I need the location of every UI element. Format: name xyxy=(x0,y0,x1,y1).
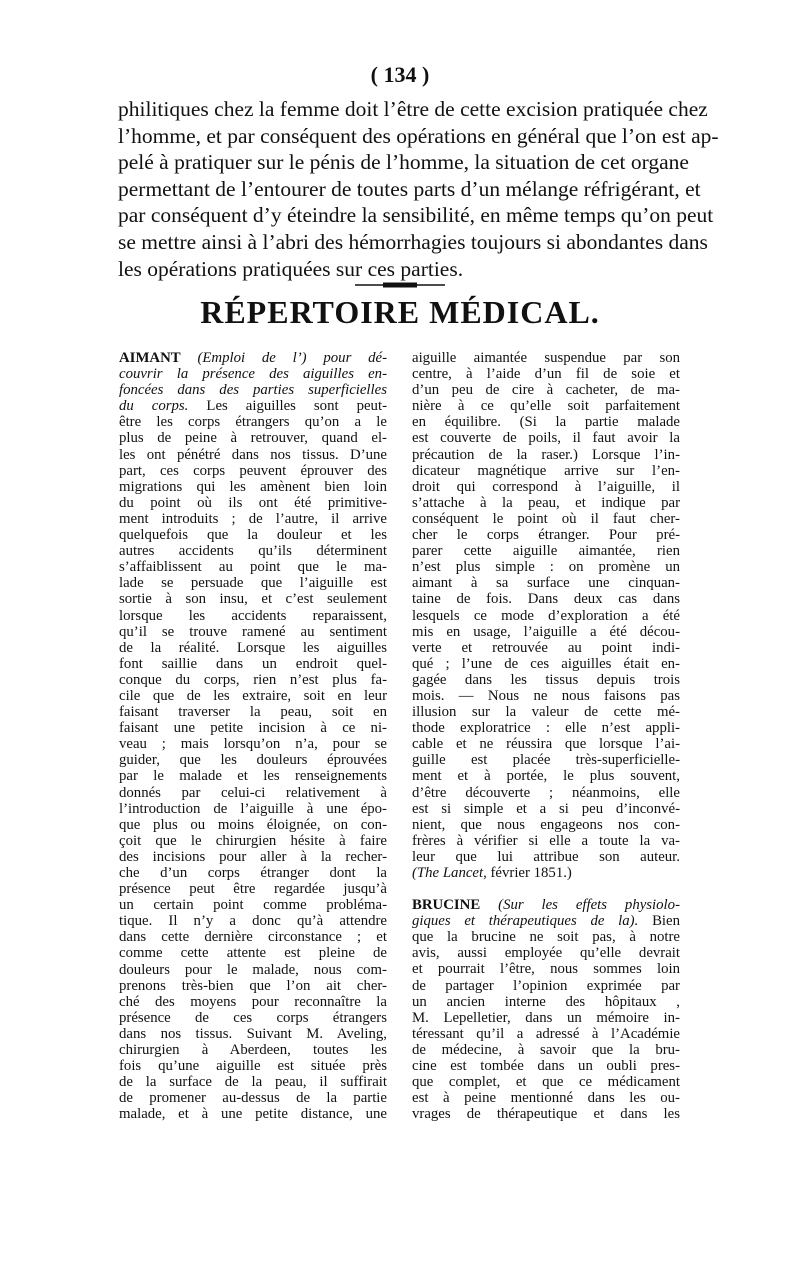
aimant-line: sortie à son insu, et c’est seulement xyxy=(119,591,387,608)
aimant-line: donnés par celui-ci relativement à xyxy=(119,784,387,801)
aimant-line: cile que de les extraire, soit en leur xyxy=(119,687,387,704)
aimant-line: dans cette dernière circonstance ; et xyxy=(119,929,387,946)
aimant-continuation-line: frères à vérifier si elle a toute la va- xyxy=(412,832,680,849)
aimant-line: présence peut être regardée jusqu’à xyxy=(119,881,387,898)
aimant-continuation-line: illusion sur la valeur de cette mé- xyxy=(412,704,680,721)
aimant-line: prenons très-bien que l’on ait cher- xyxy=(119,977,387,994)
aimant-continuation-line: aimant à sa surface une cinquan- xyxy=(412,575,680,592)
intro-line: permettant de l’entourer de toutes parts d’un mélange réfrigérant, et xyxy=(118,176,701,201)
brucine-subtitle-cont: giques et thérapeutiques de la). xyxy=(412,913,639,930)
brucine-line: un ancien interne des hôpitaux , xyxy=(412,993,680,1010)
aimant-line: de promener au-dessus de la partie xyxy=(119,1090,387,1107)
aimant-continuation-line: parer cette aiguille aimantée, rien xyxy=(412,543,680,560)
intro-line: pelé à pratiquer sur le pénis de l’homme, la situation de cet organe xyxy=(118,150,689,175)
brucine-line: que la brucine ne soit pas, à notre xyxy=(412,929,680,946)
aimant-subtitle: (Emploi de l’) pour dé- xyxy=(197,350,387,366)
aimant-continuation-line: précaution de la raser.) Lorsque l’in- xyxy=(412,446,680,463)
brucine-subtitle-tail: Bien xyxy=(652,913,681,930)
aimant-line: dans nos tissus. Suivant M. Aveling, xyxy=(119,1025,387,1042)
aimant-line: faisant une petite incision à ce ni- xyxy=(119,720,387,737)
brucine-heading: BRUCINE xyxy=(412,897,481,914)
aimant-continuation-line: est si simple et a si peu d’inconvé- xyxy=(412,800,680,817)
article-gap xyxy=(412,881,680,897)
brucine-subtitle-line xyxy=(412,913,680,929)
aimant-line: foncées dans des parties superficielles xyxy=(119,382,387,399)
aimant-line: conque du corps, rien n’est plus fa- xyxy=(119,671,387,688)
aimant-continuation-line: nière à ce qu’elle soit parfaitement xyxy=(412,398,680,415)
aimant-continuation-line: verte et retrouvée au point indi- xyxy=(412,639,680,656)
aimant-line: çoit que le chirurgien hésite à faire xyxy=(119,832,387,849)
aimant-continuation-line: cher le corps étranger. Pour pré- xyxy=(412,527,680,544)
aimant-continuation-line: centre, à l’aide d’un fil de soie et xyxy=(412,366,680,383)
aimant-line: quelquefois que la douleur et les xyxy=(119,527,387,544)
intro-paragraph xyxy=(118,96,719,282)
aimant-line: tique. Il n’y a donc qu’à attendre xyxy=(119,913,387,930)
aimant-line: font saillie dans un endroit quel- xyxy=(119,655,387,672)
intro-line: les opérations pratiquées sur ces parties. xyxy=(118,256,464,281)
intro-line: se mettre ainsi à l’abri des hémorrhagies toujours si abondantes dans xyxy=(118,229,708,254)
brucine-line: et pourrait l’être, nous sommes loin xyxy=(412,961,680,978)
brucine-line: de partager l’opinion exprimée par xyxy=(412,977,680,994)
intro-line: par conséquent d’y éteindre la sensibilité, en même temps qu’on peut xyxy=(118,203,714,228)
aimant-continuation-line: s’attache à la peau, et indique par xyxy=(412,494,680,511)
aimant-line: être les corps étrangers qu’on a le xyxy=(119,414,387,431)
section-title: RÉPERTOIRE MÉDICAL. xyxy=(200,294,600,330)
brucine-line: avis, aussi employée qu’elle devrait xyxy=(412,945,680,962)
aimant-heading: AIMANT xyxy=(119,350,181,366)
aimant-line: veau ; mais lorsqu’on n’a, pour se xyxy=(119,736,387,753)
aimant-continuation-line: en équilibre. (Si la partie malade xyxy=(412,414,680,431)
aimant-continuation-line: conséquent le point où il faut cher- xyxy=(412,510,680,527)
aimant-line: s’affaiblissent au point que le ma- xyxy=(119,559,387,576)
aimant-line: de la réalité. Lorsque les aiguilles xyxy=(119,639,387,656)
aimant-line: présence de ces corps étrangers xyxy=(119,1009,387,1026)
aimant-line: comme cette attente est pleine de xyxy=(119,945,387,962)
aimant-continuation-line: dicateur magnétique arrive sur l’en- xyxy=(412,462,680,479)
aimant-line: plus de peine à retrouver, quand el- xyxy=(119,430,387,447)
aimant-continuation-line: est couverte de poils, il faut avoir la xyxy=(412,430,680,447)
aimant-line: lorsque les accidents reparaissent, xyxy=(119,607,387,624)
aimant-line: les ont pénétré dans nos tissus. D’une xyxy=(119,446,387,463)
aimant-line: couvrir la présence des aiguilles en- xyxy=(119,366,387,383)
aimant-line: malade, et à une petite distance, une xyxy=(119,1106,387,1123)
brucine-line: M. Lepelletier, dans un mémoire in- xyxy=(412,1009,680,1026)
aimant-line: par le malade et les renseignements xyxy=(119,768,387,785)
aimant-continuation-line: d’être découverte ; néanmoins, elle xyxy=(412,784,680,801)
aimant-line: l’introduction de l’aiguille à une épo- xyxy=(119,800,387,817)
aimant-continuation-line: taine de fois. Dans deux cas dans xyxy=(412,591,680,608)
aimant-line: des incisions pour aller à la recher- xyxy=(119,848,387,865)
aimant-line: che d’un corps étranger dont la xyxy=(119,865,387,881)
brucine-line: téressant qu’il a adressé à l’Académie xyxy=(412,1025,680,1042)
brucine-line: est à peine mentionné dans les ou- xyxy=(412,1090,680,1107)
aimant-continuation-line: droit qui correspond à l’aiguille, il xyxy=(412,478,680,495)
aimant-line: qu’il se trouve ramené au sentiment xyxy=(119,623,387,640)
aimant-continuation-line: lesquels ce mode d’exploration a été xyxy=(412,607,680,624)
aimant-line: guider, que les douleurs éprouvées xyxy=(119,752,387,769)
aimant-continuation-line: aiguille aimantée suspendue par son xyxy=(412,350,680,366)
brucine-line: cine est tombée dans un oubli pres- xyxy=(412,1058,680,1075)
aimant-line: lade se persuade que l’aiguille est xyxy=(119,575,387,592)
aimant-source-journal: (The Lancet, xyxy=(412,865,487,881)
right-column xyxy=(412,350,680,1122)
left-column xyxy=(119,350,387,1123)
brucine-line: que complet, et que ce médicament xyxy=(412,1074,680,1091)
aimant-line: douleurs pour le malade, nous com- xyxy=(119,961,387,978)
aimant-line: ment introduits ; de l’autre, il arrive xyxy=(119,510,387,527)
aimant-line: du corps. Les aiguilles sont peut- xyxy=(119,398,387,415)
aimant-continuation-line: gagée dans les tissus depuis trois xyxy=(412,671,680,688)
aimant-line: du point où ils ont été primitive- xyxy=(119,494,387,511)
aimant-continuation-line: d’un peu de cire à cacheter, de ma- xyxy=(412,382,680,399)
aimant-continuation-line: qué ; l’une de ces aiguilles était en- xyxy=(412,655,680,672)
aimant-continuation-line: ment et à portée, le plus souvent, xyxy=(412,768,680,785)
aimant-continuation-line: thode exploratrice : elle n’est appli- xyxy=(412,720,680,737)
aimant-line: part, ces corps peuvent éprouver des xyxy=(119,462,387,479)
aimant-line: de la surface de la peau, il suffirait xyxy=(119,1074,387,1091)
aimant-continuation-line: mois. — Nous ne nous faisons pas xyxy=(412,687,680,704)
aimant-continuation-line: cable et ne réussira que lorsque l’ai- xyxy=(412,736,680,753)
aimant-continuation-line: leur que lui attribue son auteur. xyxy=(412,848,680,865)
aimant-line: un certain point comme probléma- xyxy=(119,897,387,914)
aimant-line: autres accidents qu’ils déterminent xyxy=(119,543,387,560)
brucine-subtitle: (Sur les effets physiolo- xyxy=(498,897,680,914)
brucine-line: de médecine, à savoir que la bru- xyxy=(412,1041,680,1058)
aimant-continuation-line: nient, que nous engageons nos con- xyxy=(412,816,680,833)
aimant-line: chirurgien à Aberdeen, toutes les xyxy=(119,1042,387,1059)
aimant-line: fois qu’une aiguille est située près xyxy=(119,1058,387,1075)
aimant-line: faisant traverser la peau, soit en xyxy=(119,704,387,721)
aimant-first-line xyxy=(119,350,387,366)
aimant-continuation-line: guille est placée très-superficielle- xyxy=(412,752,680,769)
brucine-first-line xyxy=(412,897,680,913)
page-number: ( 134 ) xyxy=(370,62,430,87)
aimant-continuation-line: n’est plus simple : on promène un xyxy=(412,559,680,576)
intro-line: philitiques chez la femme doit l’être de cette excision pratiquée chez xyxy=(118,97,708,121)
ornament-divider-icon xyxy=(355,281,445,289)
intro-line: l’homme, et par conséquent des opérations en général que l’on est ap- xyxy=(118,123,719,148)
brucine-line: vrages de thérapeutique et dans les xyxy=(412,1106,680,1123)
aimant-source-date: février 1851.) xyxy=(490,865,572,881)
aimant-source xyxy=(412,865,680,881)
aimant-continuation-line: mis en usage, l’aiguille a été décou- xyxy=(412,623,680,640)
aimant-line: que plus ou moins éloignée, on con- xyxy=(119,816,387,833)
aimant-line: ché des moyens pour reconnaître la xyxy=(119,993,387,1010)
aimant-line: migrations qui les amènent bien loin xyxy=(119,478,387,495)
